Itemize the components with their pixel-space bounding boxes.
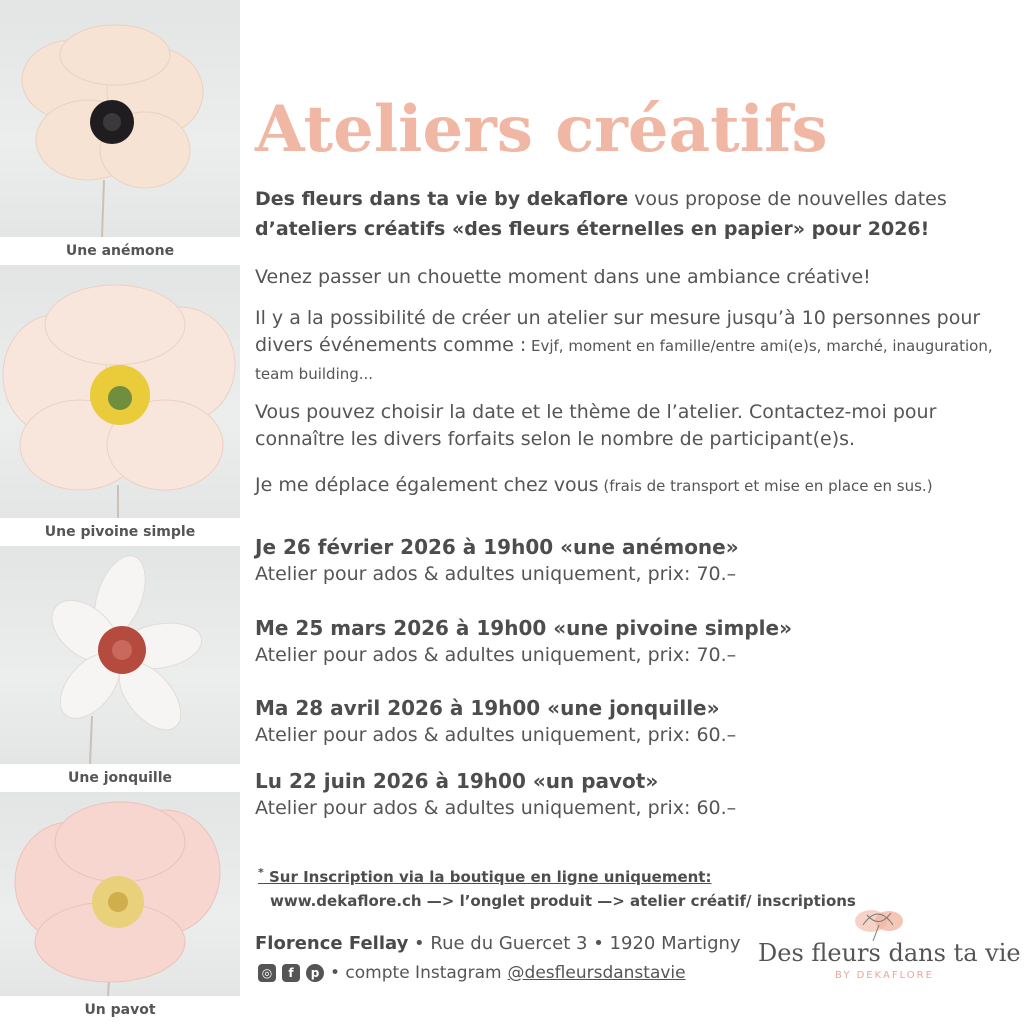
event-detail: Atelier pour ados & adultes uniquement, prix: 60.– <box>255 797 737 819</box>
inscription-label: Sur Inscription via la boutique en ligne uniquement: <box>263 868 712 886</box>
daffodil-photo <box>0 546 240 764</box>
photo-column <box>0 0 240 1024</box>
event-detail: Atelier pour ados & adultes uniquement, prix: 70.– <box>255 563 737 585</box>
instagram-prefix: • compte Instagram <box>330 963 502 983</box>
poppy-photo <box>0 792 240 996</box>
paragraph-4a: Je me déplace également chez vous <box>255 474 599 496</box>
event-item <box>255 614 1015 668</box>
event-heading: Je 26 février 2026 à 19h00 «une anémone» <box>255 535 739 559</box>
event-heading: Me 25 mars 2026 à 19h00 «une pivoine simple» <box>255 616 792 640</box>
event-item <box>255 533 1015 587</box>
event-item <box>255 767 1015 821</box>
anemone-photo <box>0 0 240 237</box>
paragraph-2a: Il y a la possibilité de créer un atelier sur mesure jusqu’à 10 personnes pour divers événements comme : <box>255 307 981 356</box>
intro-text <box>255 184 1015 244</box>
intro-brand: Des fleurs dans ta vie by dekaflore <box>255 188 629 210</box>
pinterest-icon[interactable]: p <box>306 964 324 982</box>
flower-logo-icon <box>843 895 913 943</box>
instagram-handle-link[interactable]: @desfleursdanstavie <box>507 963 686 983</box>
facebook-icon[interactable]: f <box>282 964 300 982</box>
contact-name: Florence Fellay <box>255 933 409 954</box>
shop-path[interactable]: www.dekaflore.ch —> l’onglet produit —> atelier créatif/ inscriptions <box>270 892 856 910</box>
instagram-icon[interactable]: ◎ <box>258 964 276 982</box>
caption-anemone: Une anémone <box>0 237 240 265</box>
paragraph-3: Vous pouvez choisir la date et le thème de l’atelier. Contactez-moi pour connaître les divers forfaits selon le nombre de participant(e)s. <box>255 401 937 450</box>
intro-bold-2: d’ateliers créatifs «des fleurs éternelles en papier» pour 2026! <box>255 218 930 240</box>
event-detail: Atelier pour ados & adultes uniquement, prix: 70.– <box>255 644 737 666</box>
social-line <box>258 963 686 983</box>
inscription-star: * <box>258 866 264 879</box>
intro-text-1: vous propose de nouvelles dates <box>628 188 947 210</box>
caption-peony: Une pivoine simple <box>0 518 240 546</box>
logo-brand-text: Des fleurs dans ta vie <box>758 939 1021 967</box>
paragraph-2 <box>255 305 1020 388</box>
event-item <box>255 694 1015 748</box>
paragraph-4 <box>255 472 1020 500</box>
page-title: Ateliers créatifs <box>255 92 828 167</box>
inscription-note <box>258 866 711 886</box>
caption-daffodil: Une jonquille <box>0 764 240 792</box>
event-heading: Lu 22 juin 2026 à 19h00 «un pavot» <box>255 769 659 793</box>
contact-line <box>255 933 741 954</box>
brand-logo <box>755 895 1021 990</box>
peony-photo <box>0 265 240 518</box>
event-detail: Atelier pour ados & adultes uniquement, prix: 60.– <box>255 724 737 746</box>
paragraph-4b: (frais de transport et mise en place en sus.) <box>598 477 933 495</box>
caption-poppy: Un pavot <box>0 996 240 1024</box>
paragraph-2b: Evjf, moment en famille/entre ami(e)s, marché, inauguration, team building... <box>255 337 993 383</box>
logo-subtitle: BY DEKAFLORE <box>835 970 934 981</box>
paragraph-1: Venez passer un chouette moment dans une ambiance créative! <box>255 266 871 288</box>
contact-address: • Rue du Guercet 3 • 1920 Martigny <box>408 933 741 954</box>
event-heading: Ma 28 avril 2026 à 19h00 «une jonquille» <box>255 696 720 720</box>
